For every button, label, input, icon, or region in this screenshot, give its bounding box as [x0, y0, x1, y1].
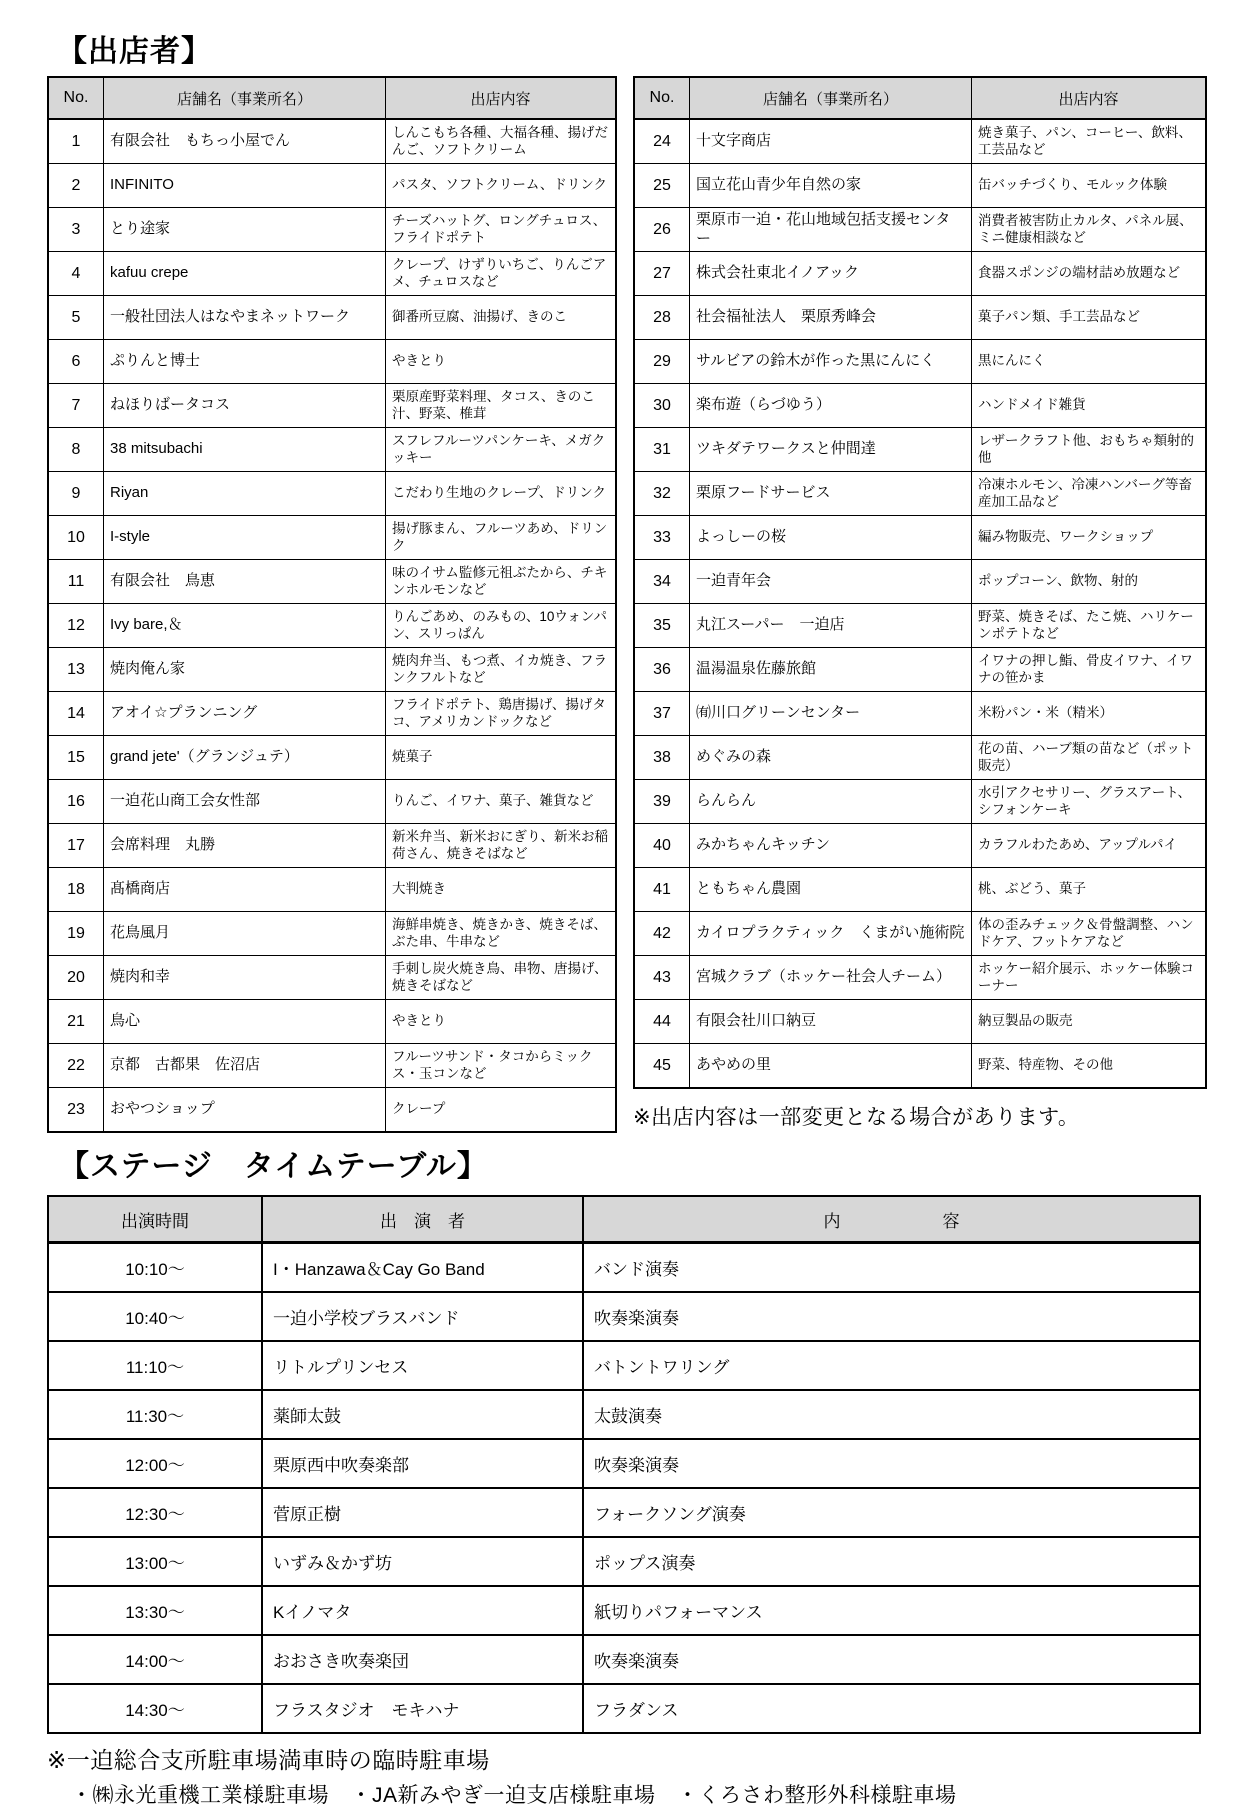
cell-name: Riyan: [104, 472, 386, 516]
cell-content: スフレフルーツパンケーキ、メガクッキー: [386, 428, 617, 472]
cell-content: 太鼓演奏: [583, 1390, 1200, 1439]
cell-name: 宮城クラブ（ホッケー社会人チーム）: [690, 956, 972, 1000]
header-row: [48, 1196, 1200, 1243]
cell-content: しんこもち各種、大福各種、揚げだんご、ソフトクリーム: [386, 119, 617, 164]
cell-no: 18: [48, 868, 104, 912]
cell-name: おやつショップ: [104, 1088, 386, 1133]
table-row: [634, 912, 1206, 956]
cell-name: 社会福祉法人 栗原秀峰会: [690, 296, 972, 340]
table-row: [634, 428, 1206, 472]
cell-no: 43: [634, 956, 690, 1000]
vendor-tables-container: [47, 76, 1210, 1133]
table-row: [48, 1044, 616, 1088]
cell-performer: I・Hanzawa＆Cay Go Band: [262, 1243, 583, 1293]
table-row: [48, 119, 616, 164]
table-row: [48, 384, 616, 428]
cell-no: 19: [48, 912, 104, 956]
cell-content: クレープ: [386, 1088, 617, 1133]
cell-performer: フラスタジオ モキハナ: [262, 1684, 583, 1733]
cell-name: 栗原市一迫・花山地域包括支援センター: [690, 208, 972, 252]
cell-content: ポップコーン、飲物、射的: [972, 560, 1207, 604]
cell-time: 10:40～: [48, 1292, 262, 1341]
vendors-table-left-header: [48, 77, 616, 119]
cell-performer: 薬師太鼓: [262, 1390, 583, 1439]
cell-content: 食器スポンジの端材詰め放題など: [972, 252, 1207, 296]
table-row: [634, 119, 1206, 164]
cell-no: 3: [48, 208, 104, 252]
cell-name: よっしーの桜: [690, 516, 972, 560]
cell-no: 29: [634, 340, 690, 384]
cell-no: 30: [634, 384, 690, 428]
cell-no: 44: [634, 1000, 690, 1044]
cell-no: 20: [48, 956, 104, 1000]
cell-time: 14:30～: [48, 1684, 262, 1733]
cell-time: 11:30～: [48, 1390, 262, 1439]
cell-performer: 栗原西中吹奏楽部: [262, 1439, 583, 1488]
vendors-table-left-body: [48, 119, 616, 1132]
cell-no: 13: [48, 648, 104, 692]
cell-no: 41: [634, 868, 690, 912]
cell-no: 28: [634, 296, 690, 340]
cell-no: 9: [48, 472, 104, 516]
column-header-stage-content: 内 容: [583, 1196, 1200, 1243]
cell-content: チーズハットグ、ロングチュロス、フライドポテト: [386, 208, 617, 252]
column-header-name: 店舗名（事業所名）: [690, 77, 972, 119]
table-row: [48, 560, 616, 604]
cell-content: 野菜、特産物、その他: [972, 1044, 1207, 1089]
stage-section-title: 【ステージ タイムテーブル】: [59, 1150, 488, 1183]
cell-content: りんごあめ、のみもの、10ウォンパン、スリっぱん: [386, 604, 617, 648]
cell-name: 十文字商店: [690, 119, 972, 164]
cell-content: レザークラフト他、おもちゃ類射的他: [972, 428, 1207, 472]
cell-no: 26: [634, 208, 690, 252]
stage-timetable-body: [48, 1243, 1200, 1734]
cell-name: あやめの里: [690, 1044, 972, 1089]
cell-name: 一般社団法人はなやまネットワーク: [104, 296, 386, 340]
cell-name: 鳥心: [104, 1000, 386, 1044]
cell-no: 2: [48, 164, 104, 208]
cell-no: 14: [48, 692, 104, 736]
cell-name: 楽布遊（らづゆう）: [690, 384, 972, 428]
cell-no: 6: [48, 340, 104, 384]
cell-content: 紙切りパフォーマンス: [583, 1586, 1200, 1635]
cell-name: めぐみの森: [690, 736, 972, 780]
table-row: [634, 692, 1206, 736]
cell-name: ツキダテワークスと仲間達: [690, 428, 972, 472]
cell-name: Ivy bare,＆: [104, 604, 386, 648]
vendors-table-left: [47, 76, 617, 1133]
table-row: [48, 1586, 1200, 1635]
cell-no: 17: [48, 824, 104, 868]
table-row: [48, 692, 616, 736]
table-row: [634, 868, 1206, 912]
cell-name: 会席料理 丸勝: [104, 824, 386, 868]
cell-content: 桃、ぶどう、菓子: [972, 868, 1207, 912]
header-row: [48, 77, 616, 119]
cell-name: みかちゃんキッチン: [690, 824, 972, 868]
cell-no: 33: [634, 516, 690, 560]
table-row: [48, 1000, 616, 1044]
cell-content: クレープ、けずりいちご、りんごアメ、チュロスなど: [386, 252, 617, 296]
cell-name: 焼肉俺ん家: [104, 648, 386, 692]
cell-name: 温湯温泉佐藤旅館: [690, 648, 972, 692]
cell-content: フルーツサンド・タコからミックス・玉コンなど: [386, 1044, 617, 1088]
table-row: [634, 560, 1206, 604]
cell-no: 45: [634, 1044, 690, 1089]
cell-content: 菓子パン類、手工芸品など: [972, 296, 1207, 340]
vendors-section-title: 【出店者】: [57, 35, 212, 68]
cell-time: 12:00～: [48, 1439, 262, 1488]
table-row: [48, 1635, 1200, 1684]
cell-no: 10: [48, 516, 104, 560]
vendors-table-right-body: [634, 119, 1206, 1088]
cell-no: 27: [634, 252, 690, 296]
table-row: [48, 428, 616, 472]
cell-name: ともちゃん農園: [690, 868, 972, 912]
cell-content: フライドポテト、鶏唐揚げ、揚げタコ、アメリカンドックなど: [386, 692, 617, 736]
cell-performer: 一迫小学校ブラスバンド: [262, 1292, 583, 1341]
cell-performer: 菅原正樹: [262, 1488, 583, 1537]
cell-content: 吹奏楽演奏: [583, 1292, 1200, 1341]
cell-content: 黒にんにく: [972, 340, 1207, 384]
table-row: [634, 340, 1206, 384]
cell-no: 22: [48, 1044, 104, 1088]
table-row: [48, 516, 616, 560]
cell-name: ねほりばータコス: [104, 384, 386, 428]
cell-name: とり途家: [104, 208, 386, 252]
cell-content: 味のイサム監修元祖ぶたから、チキンホルモンなど: [386, 560, 617, 604]
cell-content: 缶バッチづくり、モルック体験: [972, 164, 1207, 208]
table-row: [634, 384, 1206, 428]
table-row: [48, 1292, 1200, 1341]
cell-content: フラダンス: [583, 1684, 1200, 1733]
stage-timetable-header: [48, 1196, 1200, 1243]
cell-no: 15: [48, 736, 104, 780]
cell-content: 水引アクセサリー、グラスアート、シフォンケーキ: [972, 780, 1207, 824]
table-row: [634, 780, 1206, 824]
cell-content: 体の歪みチェック＆骨盤調整、ハンドケア、フットケアなど: [972, 912, 1207, 956]
cell-name: 京都 古都果 佐沼店: [104, 1044, 386, 1088]
cell-no: 12: [48, 604, 104, 648]
cell-content: イワナの押し鮨、骨皮イワナ、イワナの笹かま: [972, 648, 1207, 692]
cell-no: 4: [48, 252, 104, 296]
vendors-right-column: [633, 76, 1207, 1131]
cell-no: 16: [48, 780, 104, 824]
cell-no: 40: [634, 824, 690, 868]
cell-content: こだわり生地のクレープ、ドリンク: [386, 472, 617, 516]
cell-content: 米粉パン・米（精米）: [972, 692, 1207, 736]
cell-performer: おおさき吹奏楽団: [262, 1635, 583, 1684]
cell-content: 手刺し炭火焼き鳥、串物、唐揚げ、焼きそばなど: [386, 956, 617, 1000]
cell-name: 株式会社東北イノアック: [690, 252, 972, 296]
cell-name: 有限会社川口納豆: [690, 1000, 972, 1044]
table-row: [634, 736, 1206, 780]
cell-no: 39: [634, 780, 690, 824]
cell-no: 23: [48, 1088, 104, 1133]
table-row: [634, 956, 1206, 1000]
column-header-name: 店舗名（事業所名）: [104, 77, 386, 119]
cell-time: 14:00～: [48, 1635, 262, 1684]
cell-name: 有限会社 もちっ小屋でん: [104, 119, 386, 164]
cell-time: 13:00～: [48, 1537, 262, 1586]
table-row: [48, 868, 616, 912]
cell-name: 国立花山青少年自然の家: [690, 164, 972, 208]
cell-content: やきとり: [386, 340, 617, 384]
cell-no: 24: [634, 119, 690, 164]
table-row: [48, 1341, 1200, 1390]
cell-name: 丸江スーパー 一迫店: [690, 604, 972, 648]
cell-performer: いずみ＆かず坊: [262, 1537, 583, 1586]
table-row: [48, 1537, 1200, 1586]
cell-content: 編み物販売、ワークショップ: [972, 516, 1207, 560]
column-header-no: No.: [634, 77, 690, 119]
table-row: [48, 1488, 1200, 1537]
table-row: [48, 1439, 1200, 1488]
cell-name: 38 mitsubachi: [104, 428, 386, 472]
cell-content: パスタ、ソフトクリーム、ドリンク: [386, 164, 617, 208]
cell-content: 野菜、焼きそば、たこ焼、ハリケーンポテトなど: [972, 604, 1207, 648]
cell-name: ㈲川口グリーンセンター: [690, 692, 972, 736]
cell-content: やきとり: [386, 1000, 617, 1044]
table-row: [634, 1000, 1206, 1044]
column-header-content: 出店内容: [386, 77, 617, 119]
stage-timetable: [47, 1195, 1201, 1734]
cell-no: 37: [634, 692, 690, 736]
cell-content: 焼肉弁当、もつ煮、イカ焼き、フランクフルトなど: [386, 648, 617, 692]
cell-name: アオイ☆プランニング: [104, 692, 386, 736]
column-header-content: 出店内容: [972, 77, 1207, 119]
cell-no: 25: [634, 164, 690, 208]
cell-name: 髙橋商店: [104, 868, 386, 912]
cell-time: 10:10～: [48, 1243, 262, 1293]
table-row: [634, 604, 1206, 648]
table-row: [634, 296, 1206, 340]
cell-name: らんらん: [690, 780, 972, 824]
cell-content: 栗原産野菜料理、タコス、きのこ汁、野菜、椎茸: [386, 384, 617, 428]
cell-content: 吹奏楽演奏: [583, 1439, 1200, 1488]
cell-no: 5: [48, 296, 104, 340]
cell-content: 吹奏楽演奏: [583, 1635, 1200, 1684]
cell-name: INFINITO: [104, 164, 386, 208]
cell-name: 焼肉和幸: [104, 956, 386, 1000]
cell-content: バトントワリング: [583, 1341, 1200, 1390]
cell-content: 海鮮串焼き、焼きかき、焼きそば、ぶた串、牛串など: [386, 912, 617, 956]
cell-performer: リトルプリンセス: [262, 1341, 583, 1390]
cell-no: 1: [48, 119, 104, 164]
cell-name: 一迫青年会: [690, 560, 972, 604]
cell-name: ぷりんと博士: [104, 340, 386, 384]
table-row: [48, 824, 616, 868]
table-row: [634, 472, 1206, 516]
cell-content: 冷凍ホルモン、冷凍ハンバーグ等畜産加工品など: [972, 472, 1207, 516]
header-row: [634, 77, 1206, 119]
column-header-no: No.: [48, 77, 104, 119]
table-row: [48, 956, 616, 1000]
cell-content: 御番所豆腐、油揚げ、きのこ: [386, 296, 617, 340]
cell-name: カイロプラクティック くまがい施術院: [690, 912, 972, 956]
column-header-time: 出演時間: [48, 1196, 262, 1243]
cell-content: りんご、イワナ、菓子、雑貨など: [386, 780, 617, 824]
cell-content: 新米弁当、新米おにぎり、新米お稲荷さん、焼きそばなど: [386, 824, 617, 868]
cell-name: サルビアの鈴木が作った黒にんにく: [690, 340, 972, 384]
cell-performer: Kイノマタ: [262, 1586, 583, 1635]
table-row: [634, 516, 1206, 560]
cell-content: 消費者被害防止カルタ、パネル展、ミニ健康相談など: [972, 208, 1207, 252]
table-row: [48, 736, 616, 780]
vendors-table-right-header: [634, 77, 1206, 119]
table-row: [48, 164, 616, 208]
vendors-table-right: [633, 76, 1207, 1089]
cell-no: 11: [48, 560, 104, 604]
cell-no: 7: [48, 384, 104, 428]
cell-content: ホッケー紹介展示、ホッケー体験コーナー: [972, 956, 1207, 1000]
table-row: [48, 912, 616, 956]
parking-note-items: ・㈱永光重機工業様駐車場 ・JA新みやぎ一迫支店様駐車場 ・くろさわ整形外科様駐車場: [71, 1784, 957, 1807]
table-row: [48, 252, 616, 296]
table-row: [634, 208, 1206, 252]
table-row: [48, 780, 616, 824]
cell-content: ポップス演奏: [583, 1537, 1200, 1586]
table-row: [634, 252, 1206, 296]
table-row: [634, 1044, 1206, 1089]
table-row: [48, 1088, 616, 1133]
table-row: [48, 1684, 1200, 1733]
cell-content: 大判焼き: [386, 868, 617, 912]
cell-content: 焼き菓子、パン、コーヒー、飲料、工芸品など: [972, 119, 1207, 164]
cell-content: 焼菓子: [386, 736, 617, 780]
cell-no: 34: [634, 560, 690, 604]
table-row: [634, 824, 1206, 868]
table-row: [48, 1243, 1200, 1293]
table-row: [48, 208, 616, 252]
parking-note: [47, 1742, 1210, 1809]
cell-no: 8: [48, 428, 104, 472]
table-row: [48, 340, 616, 384]
column-header-performer: 出 演 者: [262, 1196, 583, 1243]
table-row: [634, 648, 1206, 692]
cell-time: 11:10～: [48, 1341, 262, 1390]
table-row: [634, 164, 1206, 208]
table-row: [48, 1390, 1200, 1439]
cell-no: 31: [634, 428, 690, 472]
cell-content: カラフルわたあめ、アップルパイ: [972, 824, 1207, 868]
cell-no: 42: [634, 912, 690, 956]
cell-content: ハンドメイド雑貨: [972, 384, 1207, 428]
cell-content: 納豆製品の販売: [972, 1000, 1207, 1044]
cell-name: 一迫花山商工会女性部: [104, 780, 386, 824]
cell-no: 35: [634, 604, 690, 648]
cell-name: 栗原フードサービス: [690, 472, 972, 516]
cell-content: 揚げ豚まん、フルーツあめ、ドリンク: [386, 516, 617, 560]
cell-no: 32: [634, 472, 690, 516]
cell-content: 花の苗、ハーブ類の苗など（ポット販売）: [972, 736, 1207, 780]
table-row: [48, 472, 616, 516]
cell-name: grand jete'（グランジュテ）: [104, 736, 386, 780]
cell-no: 21: [48, 1000, 104, 1044]
cell-time: 13:30～: [48, 1586, 262, 1635]
table-row: [48, 604, 616, 648]
cell-name: kafuu crepe: [104, 252, 386, 296]
table-row: [48, 648, 616, 692]
content-change-note: ※出店内容は一部変更となる場合があります。: [633, 1106, 1080, 1129]
cell-content: バンド演奏: [583, 1243, 1200, 1293]
cell-name: 花鳥風月: [104, 912, 386, 956]
cell-time: 12:30～: [48, 1488, 262, 1537]
parking-note-title: ※一迫総合支所駐車場満車時の臨時駐車場: [47, 1747, 490, 1773]
cell-content: フォークソング演奏: [583, 1488, 1200, 1537]
cell-name: I-style: [104, 516, 386, 560]
cell-no: 38: [634, 736, 690, 780]
table-row: [48, 296, 616, 340]
cell-name: 有限会社 鳥恵: [104, 560, 386, 604]
cell-no: 36: [634, 648, 690, 692]
